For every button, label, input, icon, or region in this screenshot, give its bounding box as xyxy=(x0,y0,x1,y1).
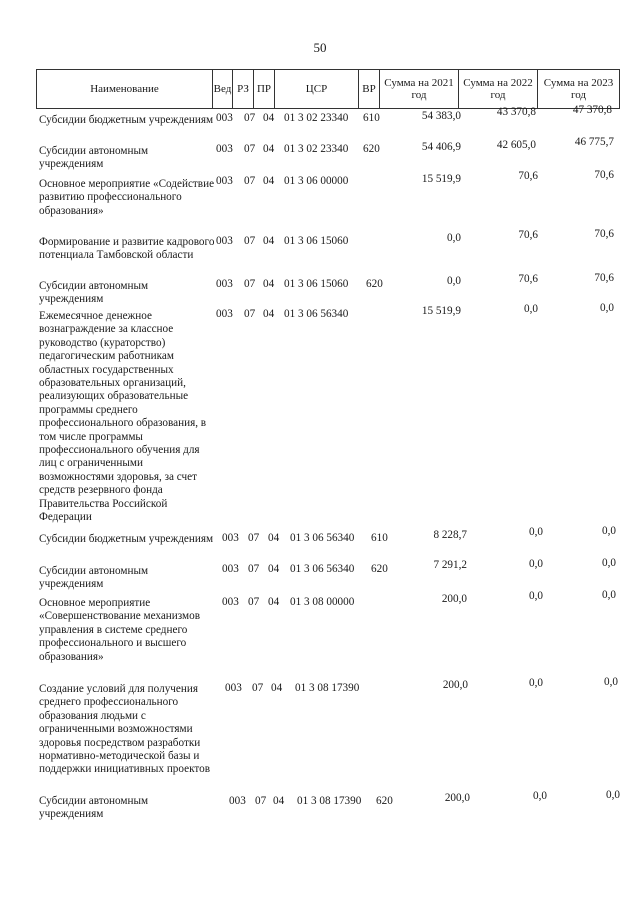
row-sum-2022: 70,6 xyxy=(518,273,538,285)
header-sum-2022: Сумма на 2022 год xyxy=(458,69,538,109)
header-sum-2021: Сумма на 2021 год xyxy=(379,69,459,109)
row-name: Субсидии автономным учреждениям xyxy=(39,795,149,821)
row-ved: 003 xyxy=(216,112,233,124)
row-ved: 003 xyxy=(216,235,233,247)
row-pr: 04 xyxy=(263,278,275,290)
row-sum-2021: 54 406,9 xyxy=(421,141,461,153)
row-ved: 003 xyxy=(229,795,246,807)
row-name: Создание условий для получения среднего профессионального образования людьми с ограниченными возможностями здоровья посредством разработки нормативно-методической базы и поддержки инициативных проектов xyxy=(39,683,210,776)
row-csr: 01 3 06 56340 xyxy=(290,532,355,544)
row-rz: 07 xyxy=(244,175,256,187)
row-rz: 07 xyxy=(255,795,267,807)
row-sum-2023: 0,0 xyxy=(602,557,616,569)
header-sum-2023: Сумма на 2023 год xyxy=(537,69,620,109)
row-csr: 01 3 08 00000 xyxy=(290,596,355,608)
row-pr: 04 xyxy=(263,112,275,124)
row-ved: 003 xyxy=(225,682,242,694)
row-pr: 04 xyxy=(268,532,280,544)
row-rz: 07 xyxy=(248,563,260,575)
row-rz: 07 xyxy=(252,682,264,694)
row-csr: 01 3 02 23340 xyxy=(284,143,349,155)
row-vr: 610 xyxy=(371,532,388,544)
row-sum-2023: 46 775,7 xyxy=(574,136,614,148)
row-pr: 04 xyxy=(268,563,280,575)
row-vr: 620 xyxy=(371,563,388,575)
row-pr: 04 xyxy=(263,175,275,187)
header-rz: РЗ xyxy=(232,69,254,109)
row-sum-2022: 70,6 xyxy=(518,170,538,182)
row-pr: 04 xyxy=(263,143,275,155)
row-sum-2023: 0,0 xyxy=(602,589,616,601)
row-sum-2021: 200,0 xyxy=(444,792,470,804)
row-name: Основное мероприятие «Содействие развитию профессионального образования» xyxy=(39,178,215,217)
header-ved: Вед xyxy=(212,69,233,109)
row-rz: 07 xyxy=(244,308,256,320)
row-rz: 07 xyxy=(244,143,256,155)
row-pr: 04 xyxy=(271,682,283,694)
row-rz: 07 xyxy=(248,532,260,544)
row-sum-2023: 0,0 xyxy=(600,302,614,314)
row-sum-2023: 0,0 xyxy=(604,676,618,688)
row-sum-2021: 200,0 xyxy=(442,679,468,691)
row-pr: 04 xyxy=(268,596,280,608)
row-sum-2023: 0,0 xyxy=(602,525,616,537)
row-sum-2021: 15 519,9 xyxy=(421,173,461,185)
row-name: Субсидии автономным учреждениям xyxy=(39,565,149,591)
row-csr: 01 3 06 56340 xyxy=(284,308,349,320)
row-sum-2023: 47 370,8 xyxy=(572,104,612,116)
row-name: Субсидии бюджетным учреждениям xyxy=(39,533,214,545)
row-vr: 620 xyxy=(366,278,383,290)
row-sum-2021: 7 291,2 xyxy=(433,559,467,571)
row-name: Субсидии бюджетным учреждениям xyxy=(39,114,214,126)
row-sum-2021: 200,0 xyxy=(441,593,467,605)
row-ved: 003 xyxy=(216,278,233,290)
row-name: Субсидии автономным учреждениям xyxy=(39,145,149,171)
row-ved: 003 xyxy=(216,308,233,320)
row-sum-2022: 0,0 xyxy=(529,677,543,689)
row-sum-2022: 43 370,8 xyxy=(496,106,536,118)
row-name: Основное мероприятие «Совершенствование механизмов управления в системе среднего профессионального и высшего образования» xyxy=(39,597,200,663)
row-ved: 003 xyxy=(216,175,233,187)
row-sum-2023: 0,0 xyxy=(606,789,620,801)
row-rz: 07 xyxy=(244,235,256,247)
row-rz: 07 xyxy=(248,596,260,608)
row-sum-2021: 8 228,7 xyxy=(433,529,467,541)
row-vr: 620 xyxy=(376,795,393,807)
row-vr: 610 xyxy=(363,112,380,124)
row-sum-2021: 15 519,9 xyxy=(421,305,461,317)
row-rz: 07 xyxy=(244,112,256,124)
header-csr: ЦСР xyxy=(274,69,359,109)
row-sum-2022: 0,0 xyxy=(529,558,543,570)
row-ved: 003 xyxy=(216,143,233,155)
row-rz: 07 xyxy=(244,278,256,290)
row-csr: 01 3 08 17390 xyxy=(297,795,362,807)
row-sum-2023: 70,6 xyxy=(594,228,614,240)
row-sum-2022: 0,0 xyxy=(529,590,543,602)
row-ved: 003 xyxy=(222,596,239,608)
row-sum-2021: 0,0 xyxy=(447,232,461,244)
row-ved: 003 xyxy=(222,532,239,544)
row-pr: 04 xyxy=(263,308,275,320)
row-name: Ежемесячное денежное вознаграждение за классное руководство (кураторство) педагогическим работникам областных государственных образовательных организаций, реализующих образовательные программы среднего профессионального образования, в том числе программы профессионального обучения для лиц с ограниченными возможностями здоровья, за счет средств резервного фонда Правительства Российской Федерации xyxy=(39,310,207,524)
page-number: 50 xyxy=(313,40,327,55)
row-csr: 01 3 08 17390 xyxy=(295,682,360,694)
row-sum-2022: 0,0 xyxy=(533,790,547,802)
header-vr: ВР xyxy=(358,69,380,109)
row-vr: 620 xyxy=(363,143,380,155)
row-pr: 04 xyxy=(273,795,285,807)
row-name: Формирование и развитие кадрового потенциала Тамбовской области xyxy=(39,236,215,262)
row-csr: 01 3 02 23340 xyxy=(284,112,349,124)
header-pr: ПР xyxy=(253,69,275,109)
row-name: Субсидии автономным учреждениям xyxy=(39,280,149,306)
row-csr: 01 3 06 15060 xyxy=(284,278,349,290)
row-sum-2022: 0,0 xyxy=(524,303,538,315)
row-sum-2022: 0,0 xyxy=(529,526,543,538)
row-sum-2023: 70,6 xyxy=(594,169,614,181)
row-csr: 01 3 06 15060 xyxy=(284,235,349,247)
table-header xyxy=(36,69,620,109)
row-sum-2022: 42 605,0 xyxy=(496,139,536,151)
row-csr: 01 3 06 00000 xyxy=(284,175,349,187)
row-sum-2023: 70,6 xyxy=(594,272,614,284)
row-pr: 04 xyxy=(263,235,275,247)
header-name: Наименование xyxy=(36,69,213,109)
row-ved: 003 xyxy=(222,563,239,575)
row-sum-2022: 70,6 xyxy=(518,229,538,241)
row-sum-2021: 54 383,0 xyxy=(421,110,461,122)
row-csr: 01 3 06 56340 xyxy=(290,563,355,575)
row-sum-2021: 0,0 xyxy=(447,275,461,287)
